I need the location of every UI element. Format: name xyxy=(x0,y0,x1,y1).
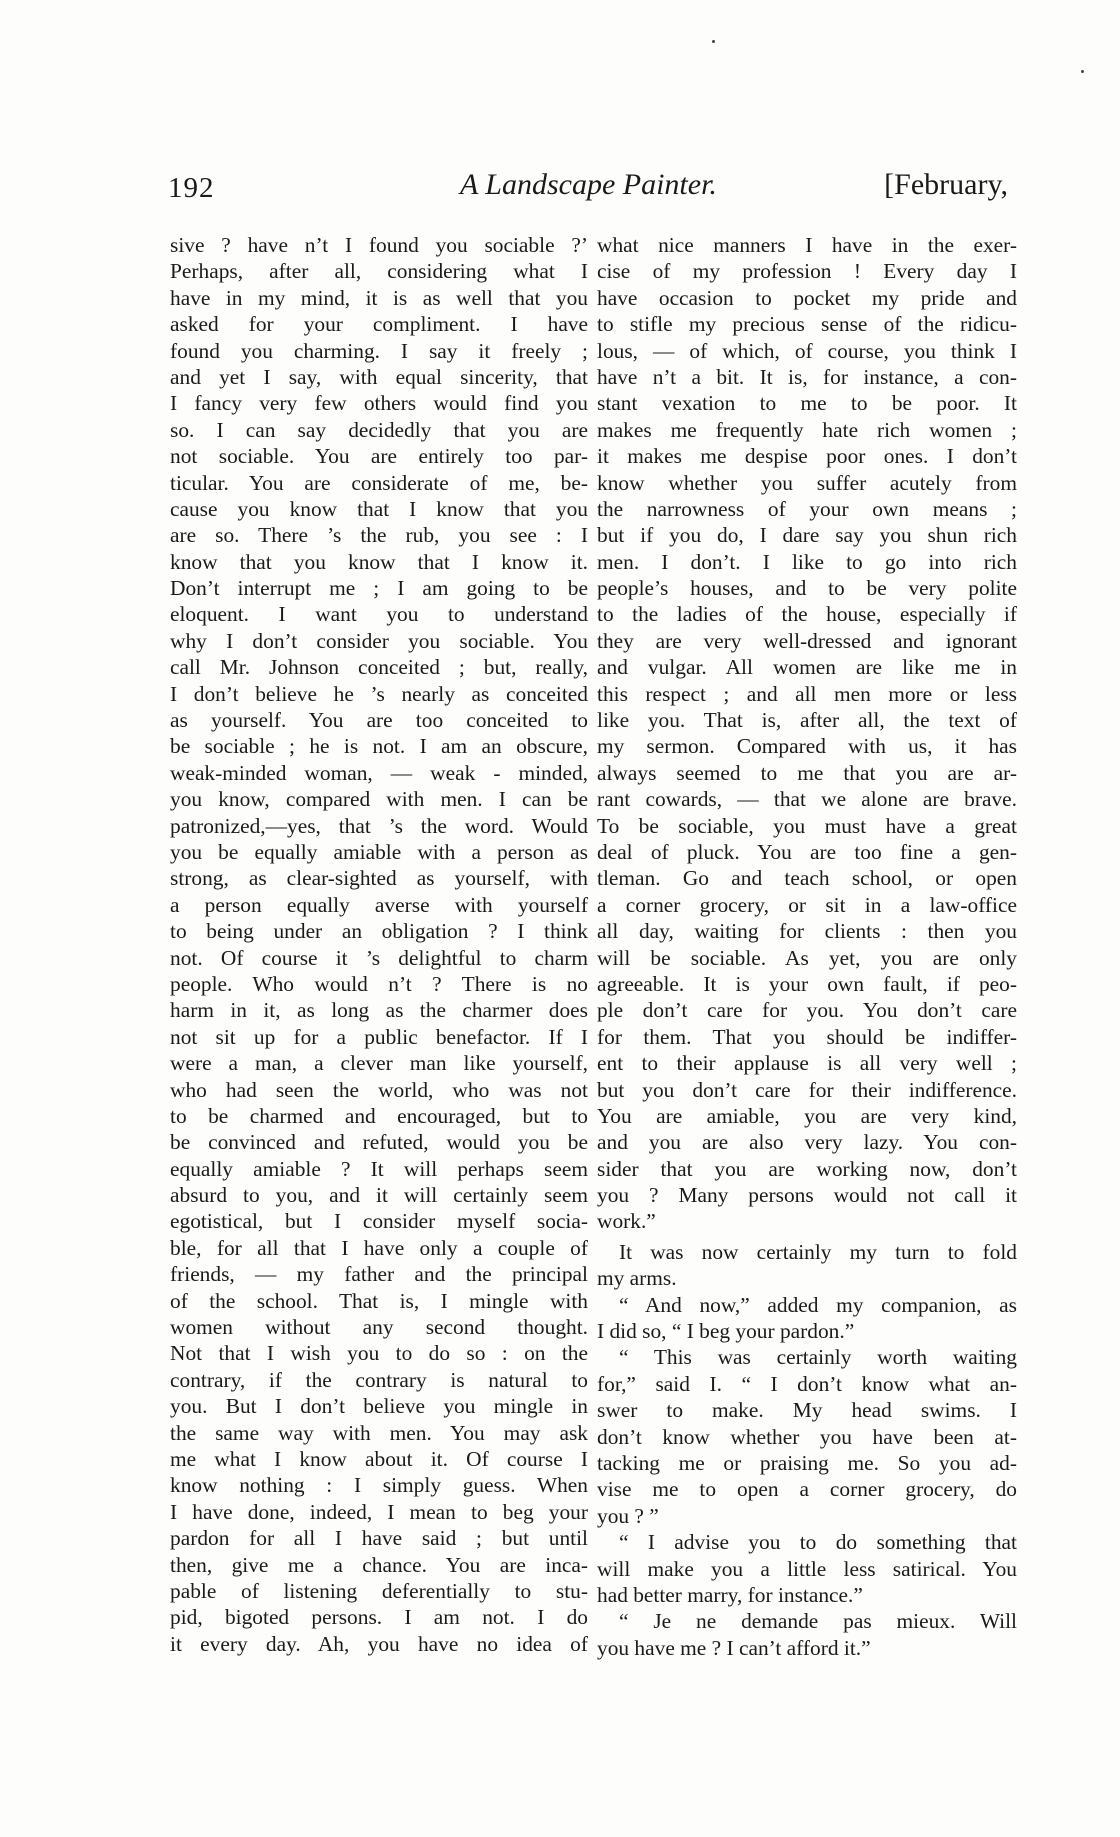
text-line: patronized,—yes, that ’s the word. Would xyxy=(170,813,588,838)
text-line: for them. That you should be indiffer- xyxy=(597,1024,1017,1049)
text-line: you be equally amiable with a person as xyxy=(170,839,588,864)
text-line: had better marry, for instance.” xyxy=(597,1582,863,1607)
text-line: to be charmed and encouraged, but to xyxy=(170,1103,588,1128)
left-text-column xyxy=(170,232,588,1657)
text-line: the same way with men. You may ask xyxy=(170,1420,588,1445)
text-line: and vulgar. All women are like me in xyxy=(597,655,1017,680)
text-line: makes me frequently hate rich women ; xyxy=(597,417,1017,442)
text-line: not sociable. You are entirely too par- xyxy=(170,444,588,469)
text-line: and yet I say, with equal sincerity, that xyxy=(170,364,588,389)
text-line: ble, for all that I have only a couple of xyxy=(170,1235,588,1260)
text-line: this respect ; and all men more or less xyxy=(597,681,1017,706)
text-line: Don’t interrupt me ; I am going to be xyxy=(170,576,588,601)
text-line: egotistical, but I consider myself socia- xyxy=(170,1209,588,1234)
text-line: sider that you are working now, don’t xyxy=(597,1156,1017,1181)
running-title: A Landscape Painter. xyxy=(460,168,717,201)
text-line: tleman. Go and teach school, or open xyxy=(597,866,1017,891)
running-date: [February, xyxy=(884,168,1008,201)
text-line: To be sociable, you must have a great xyxy=(597,813,1017,838)
text-line: found you charming. I say it freely ; xyxy=(170,338,588,363)
text-line: will make you a little less satirical. You xyxy=(597,1556,1017,1581)
text-line: I did so, “ I beg your pardon.” xyxy=(597,1319,855,1344)
text-line: will be sociable. As yet, you are only xyxy=(597,945,1017,970)
text-line: be convinced and refuted, would you be xyxy=(170,1130,588,1155)
text-line: tacking me or praising me. So you ad- xyxy=(597,1450,1017,1475)
text-line: and you are also very lazy. You con- xyxy=(597,1130,1017,1155)
text-line: all day, waiting for clients : then you xyxy=(597,919,1017,944)
text-line: people’s houses, and to be very polite xyxy=(597,576,1017,601)
text-line: know whether you suffer acutely from xyxy=(597,470,1017,495)
text-line: it makes me despise poor ones. I don’t xyxy=(597,444,1017,469)
text-line: It was now certainly my turn to fold xyxy=(619,1239,1017,1264)
text-line: eloquent. I want you to understand xyxy=(170,602,588,627)
running-header xyxy=(168,168,1008,214)
text-line: asked for your compliment. I have xyxy=(170,312,588,337)
text-line: not sit up for a public benefactor. If I xyxy=(170,1024,588,1049)
text-line: weak-minded woman, — weak - minded, xyxy=(170,760,588,785)
text-line: call Mr. Johnson conceited ; but, really, xyxy=(170,655,588,680)
text-line: so. I can say decidedly that you are xyxy=(170,417,588,442)
text-line: a corner grocery, or sit in a law-office xyxy=(597,892,1017,917)
text-line: you ? Many persons would not call it xyxy=(597,1183,1017,1208)
text-line: have occasion to pocket my pride and xyxy=(597,285,1017,310)
text-line: but you don’t care for their indifference. xyxy=(597,1077,1017,1102)
text-line: of the school. That is, I mingle with xyxy=(170,1288,588,1313)
text-line: for,” said I. “ I don’t know what an- xyxy=(597,1371,1017,1396)
text-line: to being under an obligation ? I think xyxy=(170,919,588,944)
text-line: have in my mind, it is as well that you xyxy=(170,285,588,310)
text-line: me what I know about it. Of course I xyxy=(170,1446,588,1471)
text-line: pid, bigoted persons. I am not. I do xyxy=(170,1605,588,1630)
text-line: harm in it, as long as the charmer does xyxy=(170,998,588,1023)
text-line: what nice manners I have in the exer- xyxy=(597,233,1017,257)
text-line: sive ? have n’t I found you sociable ?’ xyxy=(170,233,588,257)
text-line: ple don’t care for you. You don’t care xyxy=(597,998,1017,1023)
text-line: the narrowness of your own means ; xyxy=(597,496,1017,521)
text-line: pardon for all I have said ; but until xyxy=(170,1526,588,1551)
text-line: friends, — my father and the principal xyxy=(170,1262,588,1287)
text-line: agreeable. It is your own fault, if peo- xyxy=(597,971,1017,996)
text-line: I don’t believe he ’s nearly as conceited xyxy=(170,681,588,706)
text-line: be sociable ; he is not. I am an obscure, xyxy=(170,734,588,759)
text-line: “ Je ne demande pas mieux. Will xyxy=(619,1609,1017,1634)
text-line: “ I advise you to do something that xyxy=(619,1530,1017,1555)
text-line: contrary, if the contrary is natural to xyxy=(170,1367,588,1392)
text-line: then, give me a chance. You are inca- xyxy=(170,1552,588,1577)
ink-speck xyxy=(712,40,715,43)
text-line: people. Who would n’t ? There is no xyxy=(170,971,588,996)
text-line: vise me to open a corner grocery, do xyxy=(597,1477,1017,1502)
text-line: Not that I wish you to do so : on the xyxy=(170,1341,588,1366)
text-line: cause you know that I know that you xyxy=(170,496,588,521)
text-line: rant cowards, — that we alone are brave. xyxy=(597,787,1017,812)
text-line: I fancy very few others would find you xyxy=(170,391,588,416)
text-line: pable of listening deferentially to stu- xyxy=(170,1578,588,1603)
text-line: it every day. Ah, you have no idea of xyxy=(170,1631,588,1656)
text-line: to stifle my precious sense of the ridicu- xyxy=(597,312,1017,337)
text-line: you know, compared with men. I can be xyxy=(170,787,588,812)
text-line: Perhaps, after all, considering what I xyxy=(170,259,588,284)
text-line: cise of my profession ! Every day I xyxy=(597,259,1017,284)
text-line: like you. That is, after all, the text of xyxy=(597,708,1017,733)
text-line: to the ladies of the house, especially if xyxy=(597,602,1017,627)
text-line: my sermon. Compared with us, it has xyxy=(597,734,1017,759)
text-line: women without any second thought. xyxy=(170,1315,588,1340)
text-line: as yourself. You are too conceited to xyxy=(170,708,588,733)
text-line: you have me ? I can’t afford it.” xyxy=(597,1635,871,1660)
text-line: you ? ” xyxy=(597,1503,659,1528)
text-line: strong, as clear-sighted as yourself, with xyxy=(170,866,588,891)
text-line: stant vexation to me to be poor. It xyxy=(597,391,1017,416)
right-text-column xyxy=(597,232,1017,1661)
text-line: “ This was certainly worth waiting xyxy=(619,1345,1017,1370)
text-line: they are very well-dressed and ignorant xyxy=(597,628,1017,653)
text-line: always seemed to me that you are ar- xyxy=(597,760,1017,785)
text-line: lous, — of which, of course, you think I xyxy=(597,338,1017,363)
text-line: know that you know that I know it. xyxy=(170,549,588,574)
text-line: have n’t a bit. It is, for instance, a con- xyxy=(597,364,1017,389)
text-line: work.” xyxy=(597,1209,656,1234)
text-line: you. But I don’t believe you mingle in xyxy=(170,1394,588,1419)
text-line: “ And now,” added my companion, as xyxy=(619,1292,1017,1317)
text-line: equally amiable ? It will perhaps seem xyxy=(170,1156,588,1181)
text-line: deal of pluck. You are too fine a gen- xyxy=(597,839,1017,864)
text-line: ent to their applause is all very well ; xyxy=(597,1051,1017,1076)
page-number: 192 xyxy=(168,172,215,204)
text-line: know nothing : I simply guess. When xyxy=(170,1473,588,1498)
text-line: swer to make. My head swims. I xyxy=(597,1398,1017,1423)
text-line: not. Of course it ’s delightful to charm xyxy=(170,945,588,970)
text-line: were a man, a clever man like yourself, xyxy=(170,1051,588,1076)
text-line: why I don’t consider you sociable. You xyxy=(170,628,588,653)
text-line: I have done, indeed, I mean to beg your xyxy=(170,1499,588,1524)
text-line: are so. There ’s the rub, you see : I xyxy=(170,523,588,548)
text-line: a person equally averse with yourself xyxy=(170,892,588,917)
text-line: men. I don’t. I like to go into rich xyxy=(597,549,1017,574)
text-line: my arms. xyxy=(597,1266,677,1291)
text-line: absurd to you, and it will certainly seem xyxy=(170,1183,588,1208)
text-line: You are amiable, you are very kind, xyxy=(597,1103,1017,1128)
ink-speck xyxy=(1081,70,1084,73)
text-line: who had seen the world, who was not xyxy=(170,1077,588,1102)
text-line: ticular. You are considerate of me, be- xyxy=(170,470,588,495)
text-line: don’t know whether you have been at- xyxy=(597,1424,1017,1449)
text-line: but if you do, I dare say you shun rich xyxy=(597,523,1017,548)
